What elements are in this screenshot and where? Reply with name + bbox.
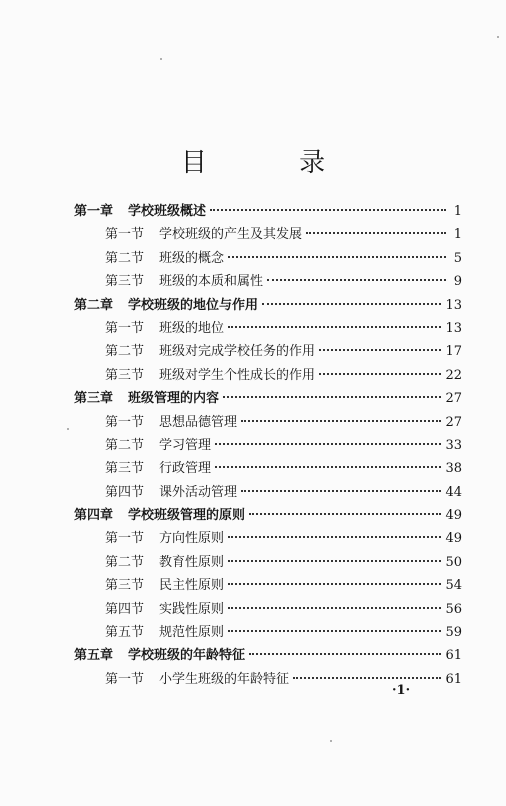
entry-page-number: 22 xyxy=(445,367,462,383)
chapter-title: 学校班级的年龄特征 xyxy=(128,648,246,664)
dot-leader xyxy=(293,677,441,679)
entry-page-number: 27 xyxy=(445,414,462,430)
section-number: 第一节 xyxy=(105,320,145,336)
dot-leader xyxy=(223,396,441,398)
section-title: 班级对完成学校任务的作用 xyxy=(159,344,316,360)
chapter-number: 第五章 xyxy=(74,648,114,664)
section-number: 第四节 xyxy=(105,601,145,617)
dot-leader xyxy=(249,513,441,515)
entry-page-number: 56 xyxy=(445,601,462,617)
toc-section-entry xyxy=(74,411,462,434)
toc-section-entry xyxy=(74,457,462,480)
entry-page-number: 59 xyxy=(445,625,462,641)
dot-leader xyxy=(228,326,441,328)
entry-page-number: 50 xyxy=(445,554,462,570)
toc-section-entry xyxy=(74,574,462,597)
section-number: 第二节 xyxy=(105,437,145,453)
entry-page-number: 49 xyxy=(445,531,462,547)
toc-chapter-entry xyxy=(74,387,462,410)
toc-section-entry xyxy=(74,551,462,574)
toc-section-entry xyxy=(74,270,462,293)
toc-section-entry xyxy=(74,317,462,340)
entry-page-number: 1 xyxy=(453,204,462,219)
entry-page-number: 61 xyxy=(445,648,462,664)
section-number: 第二节 xyxy=(105,250,145,266)
entry-page-number: 13 xyxy=(445,320,462,336)
dot-leader xyxy=(306,232,446,234)
dot-leader xyxy=(262,303,441,305)
chapter-number: 第三章 xyxy=(74,391,114,407)
chapter-number: 第四章 xyxy=(74,508,114,524)
toc-section-entry xyxy=(74,598,462,621)
section-number: 第一节 xyxy=(105,671,145,687)
dot-leader xyxy=(215,466,441,468)
toc-section-entry xyxy=(74,364,462,387)
section-title: 民主性原则 xyxy=(159,578,225,594)
chapter-number: 第二章 xyxy=(74,297,114,313)
section-title: 小学生班级的年龄特征 xyxy=(159,671,290,687)
entry-page-number: 61 xyxy=(445,671,462,687)
chapter-title: 学校班级概述 xyxy=(128,204,207,219)
section-title: 班级的概念 xyxy=(159,250,225,266)
dot-leader xyxy=(241,420,441,422)
chapter-title: 学校班级管理的原则 xyxy=(128,508,246,524)
toc-chapter-entry xyxy=(74,200,462,223)
section-title: 方向性原则 xyxy=(159,531,225,547)
section-title: 班级对学生个性成长的作用 xyxy=(159,367,316,383)
dot-leader xyxy=(228,607,441,609)
section-number: 第一节 xyxy=(105,531,145,547)
dot-leader xyxy=(215,443,441,445)
dot-leader xyxy=(228,256,446,258)
entry-page-number: 49 xyxy=(445,508,462,524)
toc-section-entry xyxy=(74,340,462,363)
toc-section-entry xyxy=(74,223,462,246)
section-title: 班级的本质和属性 xyxy=(159,274,264,290)
section-number: 第四节 xyxy=(105,484,145,500)
entry-page-number: 5 xyxy=(453,250,462,266)
section-title: 实践性原则 xyxy=(159,601,225,617)
entry-page-number: 13 xyxy=(445,297,462,313)
section-number: 第一节 xyxy=(105,227,145,243)
toc-section-entry xyxy=(74,247,462,270)
dot-leader xyxy=(228,536,441,538)
toc-section-entry xyxy=(74,527,462,550)
dot-leader xyxy=(241,490,441,492)
section-title: 学习管理 xyxy=(159,437,212,453)
entry-page-number: 27 xyxy=(445,391,462,407)
scan-speck xyxy=(497,36,499,38)
section-title: 教育性原则 xyxy=(159,554,225,570)
dot-leader xyxy=(228,583,441,585)
chapter-number: 第一章 xyxy=(74,204,114,219)
toc-chapter-entry xyxy=(74,644,462,667)
table-of-contents xyxy=(74,200,462,691)
dot-leader xyxy=(319,349,441,351)
toc-chapter-entry xyxy=(74,294,462,317)
section-number: 第一节 xyxy=(105,414,145,430)
section-title: 行政管理 xyxy=(159,461,212,477)
toc-section-entry xyxy=(74,434,462,457)
section-number: 第三节 xyxy=(105,367,145,383)
toc-section-entry xyxy=(74,621,462,644)
toc-section-entry xyxy=(74,481,462,504)
section-title: 思想品德管理 xyxy=(159,414,238,430)
entry-page-number: 44 xyxy=(445,484,462,500)
scan-speck xyxy=(67,428,69,430)
section-number: 第二节 xyxy=(105,344,145,360)
section-title: 规范性原则 xyxy=(159,625,225,641)
scan-speck xyxy=(160,58,162,60)
dot-leader xyxy=(228,560,441,562)
entry-page-number: 9 xyxy=(453,274,462,290)
dot-leader xyxy=(267,279,446,281)
entry-page-number: 1 xyxy=(453,227,462,243)
section-number: 第五节 xyxy=(105,625,145,641)
page-number: ·1· xyxy=(392,683,411,698)
scan-speck xyxy=(330,740,332,742)
entry-page-number: 54 xyxy=(445,578,462,594)
dot-leader xyxy=(210,209,446,211)
section-number: 第三节 xyxy=(105,578,145,594)
section-number: 第三节 xyxy=(105,274,145,290)
section-number: 第二节 xyxy=(105,554,145,570)
toc-chapter-entry xyxy=(74,504,462,527)
dot-leader xyxy=(249,653,441,655)
section-title: 课外活动管理 xyxy=(159,484,238,500)
dot-leader xyxy=(319,373,441,375)
toc-title: 目 录 xyxy=(180,148,368,178)
section-title: 班级的地位 xyxy=(159,320,225,336)
entry-page-number: 17 xyxy=(445,344,462,360)
section-title: 学校班级的产生及其发展 xyxy=(159,227,303,243)
dot-leader xyxy=(228,630,441,632)
entry-page-number: 38 xyxy=(445,461,462,477)
chapter-title: 班级管理的内容 xyxy=(128,391,220,407)
chapter-title: 学校班级的地位与作用 xyxy=(128,297,259,313)
entry-page-number: 33 xyxy=(445,437,462,453)
section-number: 第三节 xyxy=(105,461,145,477)
